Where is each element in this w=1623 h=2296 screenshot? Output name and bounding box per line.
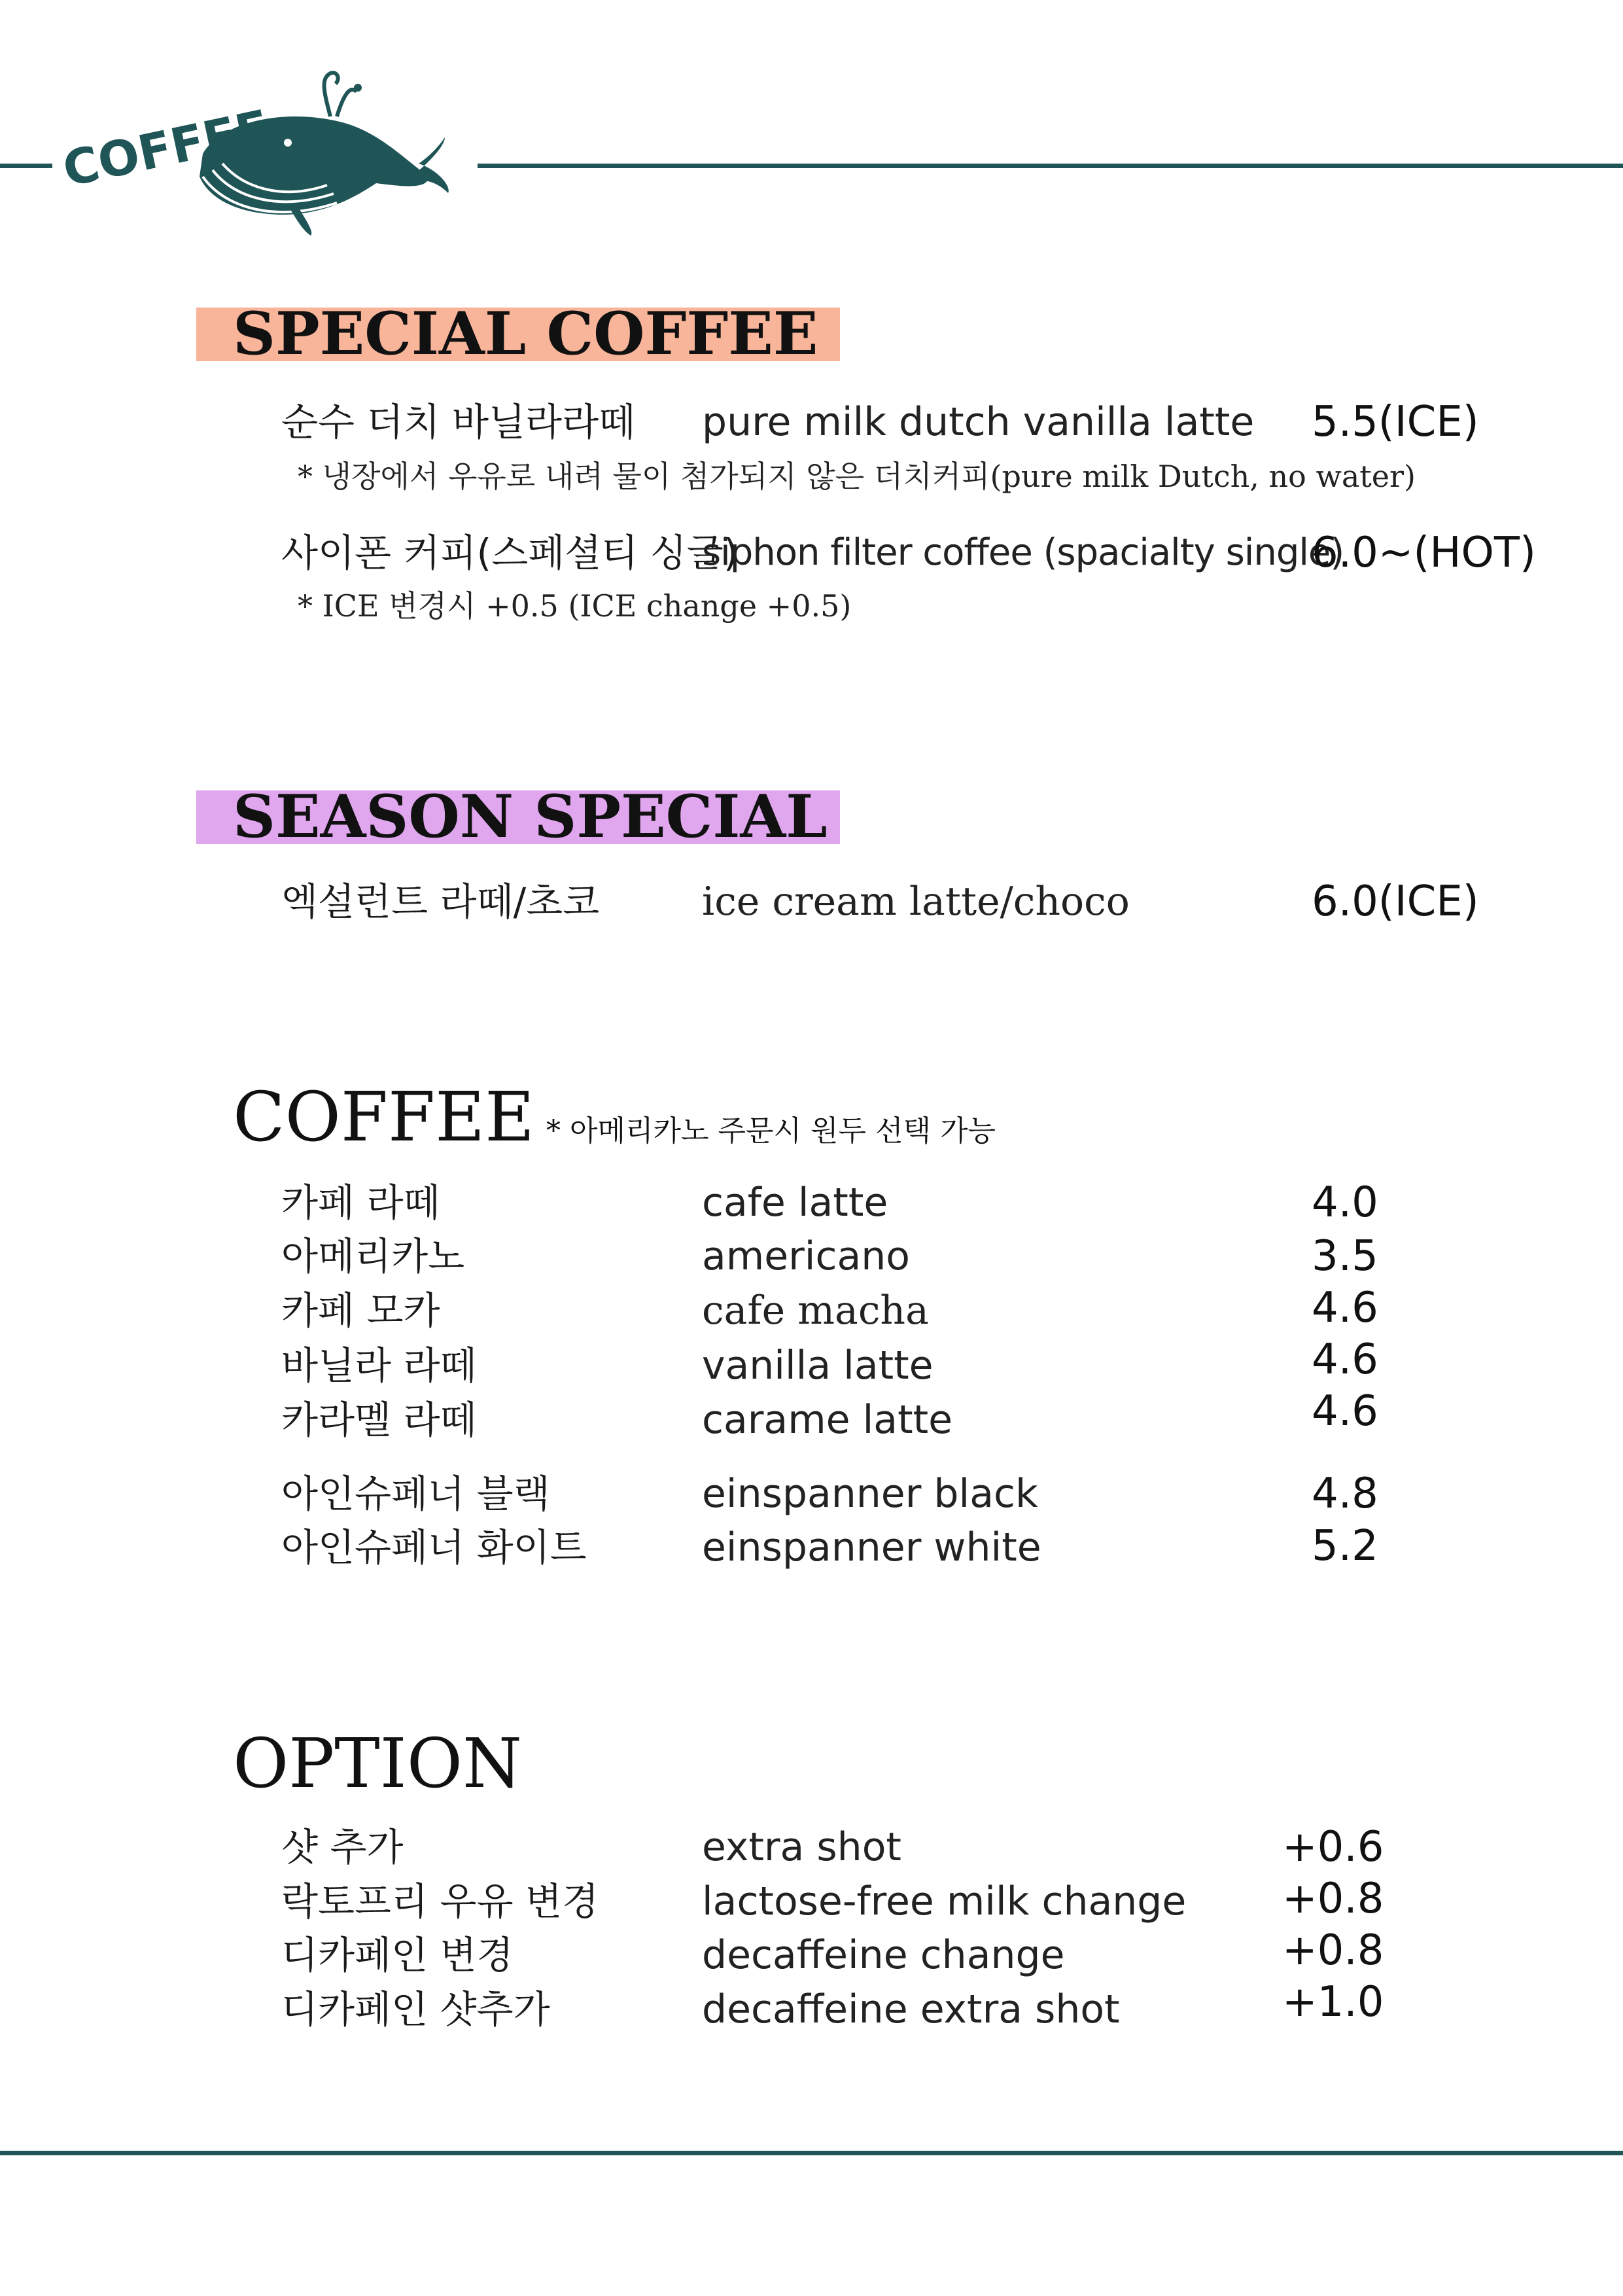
special-item-note: * 냉장에서 우유로 내려 물이 첨가되지 않은 더치커피(pure milk Dutch, no water) bbox=[298, 459, 1416, 494]
option-item-price: +1.0 bbox=[1282, 1978, 1384, 2026]
season-item-ko: 엑설런트 라떼/초코 bbox=[281, 879, 600, 924]
coffee-title-text: COFFEE bbox=[233, 1077, 534, 1157]
special-item-price: 5.5(ICE) bbox=[1312, 398, 1479, 446]
special-item-en: pure milk dutch vanilla latte bbox=[702, 399, 1255, 445]
option-item-en: decaffeine extra shot bbox=[702, 1987, 1120, 2032]
option-item-ko: 락토프리 우유 변경 bbox=[281, 1879, 599, 1924]
option-item-price: +0.8 bbox=[1282, 1926, 1384, 1975]
coffee-item-price: 4.6 bbox=[1312, 1387, 1378, 1436]
coffee-note: * 아메리카노 주문시 원두 선택 가능 bbox=[546, 1114, 996, 1148]
coffee-item-price: 4.6 bbox=[1312, 1284, 1378, 1332]
top-rule-left bbox=[0, 164, 52, 168]
season-item-en: ice cream latte/choco bbox=[702, 879, 1130, 925]
coffee-item-ko: 아인슈페너 블랙 bbox=[281, 1472, 550, 1516]
special-item-note: * ICE 변경시 +0.5 (ICE change +0.5) bbox=[298, 588, 852, 624]
coffee-item-price: 4.8 bbox=[1312, 1470, 1378, 1518]
special-item-en: siphon filter coffee (spacialty single) bbox=[702, 531, 1344, 574]
coffee-item-en: carame latte bbox=[702, 1397, 953, 1443]
option-item-price: +0.8 bbox=[1282, 1875, 1384, 1923]
logo-text: COFFEE bbox=[62, 99, 275, 198]
coffee-item-ko: 아메리카노 bbox=[281, 1234, 465, 1279]
coffee-item-ko: 카라멜 라떼 bbox=[281, 1398, 477, 1442]
coffee-item-ko: 카페 라떼 bbox=[281, 1180, 440, 1225]
coffee-item-ko: 카페 모카 bbox=[281, 1288, 440, 1333]
coffee-item-en: vanilla latte bbox=[702, 1343, 934, 1388]
option-item-ko: 샷 추가 bbox=[281, 1825, 404, 1869]
special-item-ko: 사이폰 커피(스페셜티 싱글) bbox=[281, 531, 739, 575]
option-item-en: lactose-free milk change bbox=[702, 1879, 1187, 1924]
option-item-en: extra shot bbox=[702, 1824, 901, 1870]
option-item-en: decaffeine change bbox=[702, 1932, 1065, 1978]
coffee-item-price: 4.0 bbox=[1312, 1178, 1378, 1227]
coffee-whale-logo bbox=[62, 65, 451, 236]
coffee-item-price: 5.2 bbox=[1312, 1522, 1378, 1570]
option-item-price: +0.6 bbox=[1282, 1823, 1384, 1871]
special-item-ko: 순수 더치 바닐라라떼 bbox=[281, 400, 636, 444]
coffee-item-en: einspanner white bbox=[702, 1525, 1041, 1570]
coffee-item-ko: 바닐라 라떼 bbox=[281, 1343, 477, 1388]
option-item-ko: 디카페인 샷추가 bbox=[281, 1987, 550, 2032]
coffee-item-en: cafe latte bbox=[702, 1180, 888, 1226]
coffee-item-en: americano bbox=[702, 1233, 910, 1279]
coffee-item-price: 3.5 bbox=[1312, 1232, 1378, 1280]
special-item-price: 6.0~(HOT) bbox=[1312, 529, 1536, 577]
special-coffee-title: SPECIAL COFFEE bbox=[233, 299, 818, 368]
coffee-item-en: cafe macha bbox=[702, 1288, 929, 1333]
season-item-price: 6.0(ICE) bbox=[1312, 877, 1479, 926]
season-special-title: SEASON SPECIAL bbox=[233, 782, 828, 851]
coffee-item-en: einspanner black bbox=[702, 1471, 1038, 1517]
option-item-ko: 디카페인 변경 bbox=[281, 1933, 514, 1977]
option-title: OPTION bbox=[233, 1723, 522, 1803]
bottom-rule bbox=[0, 2151, 1623, 2155]
coffee-title bbox=[233, 1077, 996, 1165]
coffee-item-price: 4.6 bbox=[1312, 1335, 1378, 1384]
top-rule-right bbox=[478, 164, 1623, 168]
whale-icon bbox=[62, 65, 451, 236]
coffee-item-ko: 아인슈페너 화이트 bbox=[281, 1525, 587, 1570]
